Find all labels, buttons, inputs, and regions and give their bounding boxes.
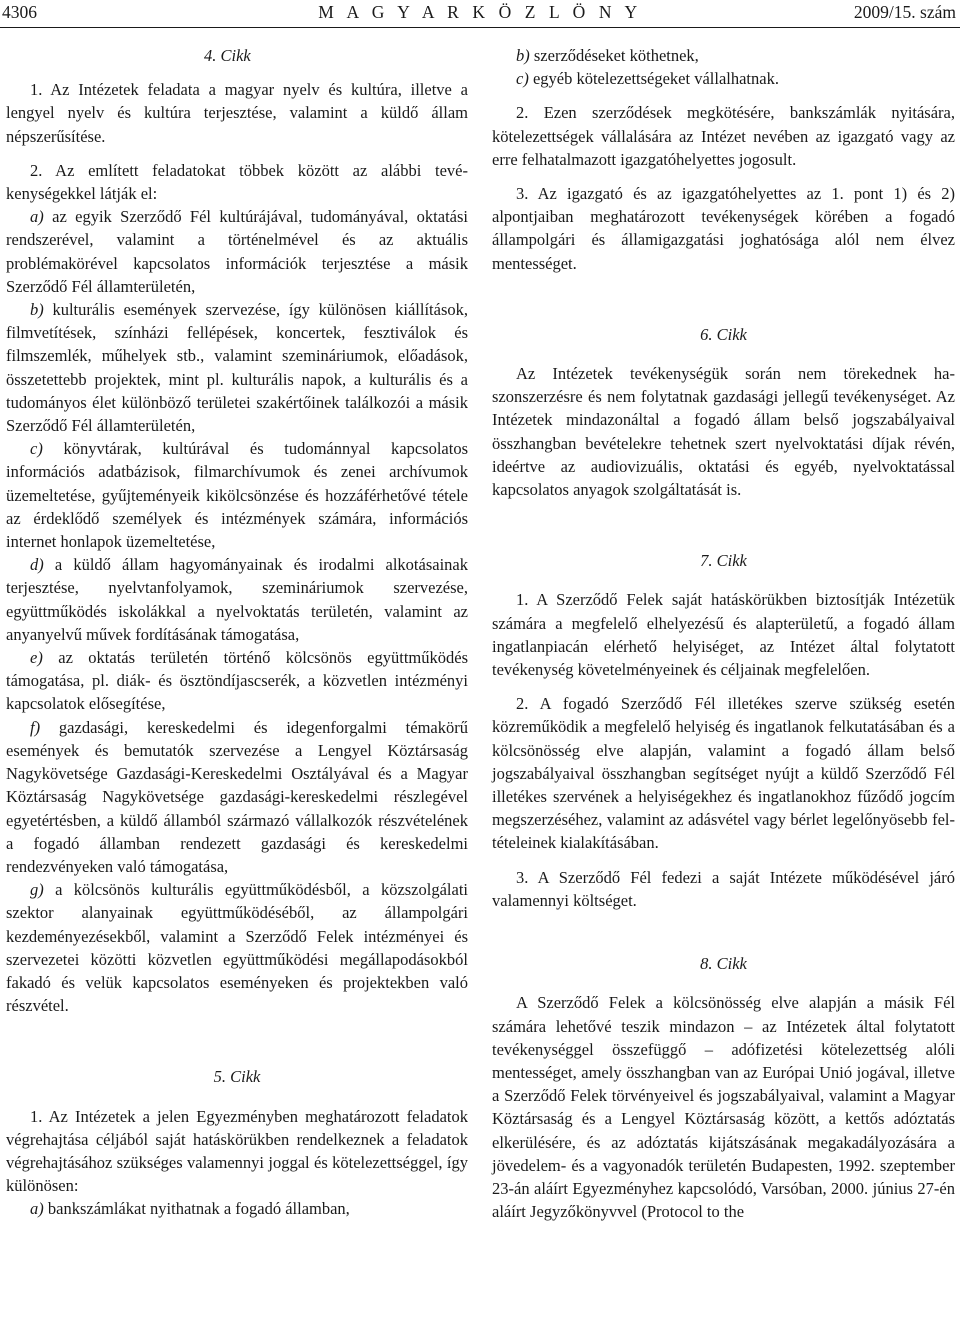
list-item-label: g) [30, 880, 44, 900]
list-item-text: gazdasági, kereskedelmi és idegenforgalmi témakörű események és bemutatók szervezése a Lengyel Köztársaság Nagykövetsége Gazdasági-Kereskedelmi Osztályával és a Magyar Köztársaság Nagykövetsége gazdasági-kereskedelmi részlegével egyetértésben, a küldő államból származó vállalkozók részvételének a fogadó államban rendezett gazdasági és kereskedelmi rendezvényeken való támogatása, [6, 717, 468, 876]
article-5-item-a [6, 1197, 468, 1220]
list-item-label: a) [30, 1199, 44, 1219]
list-item-f [6, 716, 468, 878]
article-4-heading: 4. Cikk [204, 46, 251, 65]
list-item-label: c) [30, 439, 43, 459]
article-4-paragraph-1: 1. Az Intézetek feladata a magyar nyelv és kultúra, illetve a lengyel nyelv és kultúra terjesztése, valamint a küldő állam népszerűsítése. [6, 80, 468, 146]
list-item-c [6, 437, 468, 553]
article-7-paragraph-3: 3. A Szerződő Fél fedezi a saját Intézete működésével járó valamennyi költséget. [492, 867, 955, 910]
list-item-text: az oktatás területén történő kölcsönös együttműködés támogatása, pl. diák- és ösztöndíjascserék, a közvetlen intézményi kapcsolatok elősegítése, [6, 648, 468, 714]
list-item-text: könyvtárak, kultúrával és tudománnyal kapcsolatos információs adatbázisok, filmarchívumok és zenei archívumok üzemeltetése, gyűjteményeik kikölcsönzése és hozzáférhetővé tétele az érdeklődő személyek és intézmények számára, információs internet honlapok üzemeltetése, [6, 439, 468, 552]
list-item-text: a kölcsönös kulturális együttműködésből, a közszolgálati szektor alanyainak együttműködéséből, az állampolgári kezdeményezésekből, valamint a Szerződő Felek intézményei és szervezetei közötti közvetlen együttműködési megállapodásokból fakadó és velük kapcsolatos eseményeken és projektekben való részvétel. [6, 880, 468, 1016]
issue-number: 2009/15. szám [853, 2, 956, 22]
article-6-heading: 6. Cikk [700, 324, 747, 344]
article-5-paragraph-2: 2. Ezen szerződések megkötésére, bankszámlák nyitására, kötelezettségek vállalására az Intézet nevében az igazgató vagy az erre felhatalmazott igazgatóhelyettes jogosult. [492, 103, 955, 169]
article-5-item-c [492, 67, 955, 90]
list-item-label: b) [516, 46, 530, 65]
list-item-g [6, 878, 468, 1017]
article-5-paragraph-1: 1. Az Intézetek a jelen Egyezményben meghatározott feladatok végrehajtása céljából saját hatáskörükben rendelkeznek a feladatok végrehajtásához szükséges valamennyi joggal és kötelezettséggel, így különösen: [6, 1106, 468, 1196]
header-rule [0, 27, 960, 28]
list-item-label: f) [30, 717, 41, 737]
page-header [0, 0, 960, 28]
left-column [6, 44, 468, 1221]
article-5-paragraph-3: 3. Az igazgató és az igazgatóhelyettes az 1. pont 1) és 2) alpontjaiban meghatározott tevékenységek körében a fogadó állampolgári és államigazgatási joghatósága alól nem élvez mentességet. [492, 184, 955, 273]
article-7-paragraph-1: 1. A Szerződő Felek saját hatáskörükben biztosítják Intézetük számára a megfelelő elhelyezésű és alapterületű, a fogadó állam ingatlanpiacán elérhető helyiséget, az Intézet által folytatott tevékenység követelményeinek és céljainak megfelelően. [492, 590, 955, 680]
article-5-heading: 5. Cikk [213, 1067, 261, 1087]
article-8-paragraph-1: A Szerződő Felek a kölcsönösség elve alapján a másik Fél számára lehetővé teszik mindazon – az Intézetek által folytatott tevékenységgel összefüggő – adófizetési kötelezettség alóli mentességet, amely összhangban van az Európai Unió jogával, illetve a Szerződő Felek törvényeivel és jogszabályaival, valamint a Magyar Köztársaság és a Lengyel Köztársaság között, a kettős adóztatás elkerülésére, és az adóztatás kijátszásának megakadályozására a jövedelem- és a vagyonadók területén Budapesten, 1992. szeptember 23-án aláírt Egyezményhez kapcsolódó, Varsóban, 2000. június 27-én aláírt Jegyzőkönyvvel (Protocol to the [492, 993, 955, 1222]
list-item-label: c) [516, 69, 529, 89]
list-item-text: kulturális események szervezése, így különösen kiállítások, filmvetítések, színházi fellépések, koncertek, fesztiválok és filmszemlék, műhelyek stb., valamint szemináriumok, előadások, összetettebb projektek, mint pl. kulturális napok, a kulturális és a tudományos élet különböző területei szakértőinek találkozói a másik Szerződő Fél államterületén, [6, 300, 468, 436]
article-7-paragraph-2: 2. A fogadó Szerződő Fél illetékes szerve szükség esetén közreműködik a megfelelő helyiség és ingatlanok felkutatásában és a kölcsönösség elve alapján, valamint a fogadó állam belső jogszabályaival összhangban segítséget nyújt a küldő Szerződő Fél illetékes szervének a helyiségekhez és ingatlanokhoz fűződő jogcím megszerzéséhez, valamint az adásvétel vagy bérlet legelőnyösebb feltételeinek kialakításában. [492, 694, 955, 853]
article-5-item-b [492, 44, 955, 67]
list-item-a [6, 205, 468, 298]
list-item-label: b) [30, 300, 44, 320]
journal-title: M A G Y A R K Ö Z L Ö N Y [318, 2, 642, 22]
list-item-text: egyéb kötelezettségeket vállalhatnak. [528, 69, 779, 89]
article-4-paragraph-2: 2. Az említett feladatokat többek között az alábbi tevékenységekkel látják el: [6, 160, 468, 204]
article-6-paragraph-1: Az Intézetek tevékenységük során nem törekednek haszonszerzésre és nem folytatnak gazdasági jellegű tevékenységet. Az Intézetek mindazonáltal a fogadó állam belső jogszabályaival összhangban bevételekre tehetnek szert nyelvoktatási díjak révén, ideértve az audiovizuális, oktatási és egyéb, nyelvoktatással kapcsolatos anyagok szolgáltatását is. [492, 364, 955, 500]
list-item-text: az egyik Szerződő Fél kultúrájával, tudományával, oktatási rendszerével, valamint a történelmével és az aktuális problémakörével kapcsolatos információk terjesztése a másik Szerződő Fél államterületén, [6, 207, 468, 296]
list-item-e [6, 646, 468, 716]
list-item-d [6, 553, 468, 646]
article-7-heading: 7. Cikk [700, 551, 747, 571]
list-item-text: szerződéseket köthetnek, [529, 46, 699, 65]
list-item-b [6, 298, 468, 437]
list-item-label: a) [30, 207, 44, 227]
right-column [492, 44, 955, 1223]
article-8-heading: 8. Cikk [700, 954, 747, 974]
list-item-label: e) [30, 648, 43, 668]
list-item-text: bankszámlákat nyithatnak a fogadó államban, [43, 1199, 350, 1219]
page-number: 4306 [2, 2, 37, 22]
list-item-label: d) [30, 555, 44, 575]
list-item-text: a küldő állam hagyományainak és irodalmi alkotásainak terjesztése, nyelvtanfolyamok, szemináriumok szervezése, együttműködés iskolákkal a nyelvoktatás területén, valamint az anyanyelvű művek fordításának támogatása, [6, 555, 468, 644]
